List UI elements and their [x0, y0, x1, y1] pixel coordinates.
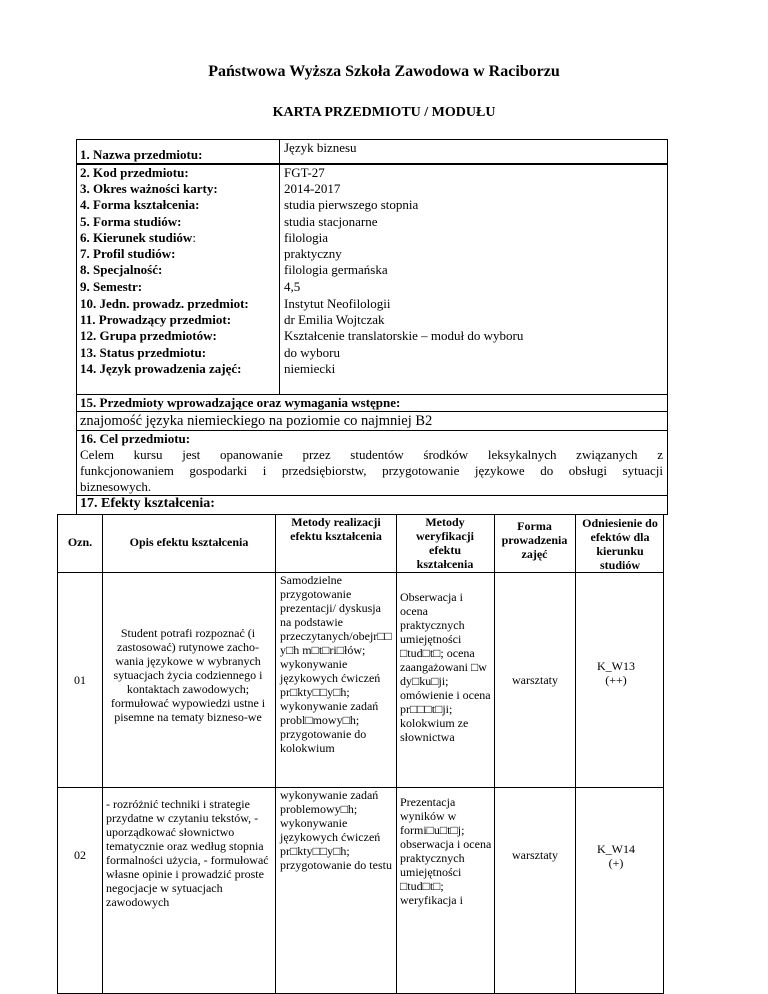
field-label-major: 6. Kierunek studiów: [80, 230, 196, 245]
outcome-verification: Prezentacja wyników w formi□u□t□j; obserwacja i ocena praktycznych umiejętności □tud□t□; weryfikacja i [400, 795, 492, 907]
col-header-description: Opis efektu kształcenia [129, 535, 249, 549]
field-value-name: Język biznesu [284, 140, 357, 155]
col-header-form: Forma prowadzenia zajęć [501, 519, 568, 561]
field-value-major: filologia [284, 230, 329, 245]
prerequisites-label: 15. Przedmioty wprowadzające oraz wymagania wstępne: [80, 395, 401, 410]
outcome-verification: Obserwacja i ocena praktycznych umiejętności □tud□t□; ocena zaangażowani □w dy□ku□ji; omówienie i ocena pr□□□t□ji; kolokwium ze słownictwa [400, 590, 491, 744]
col-header-id: Ozn. [67, 535, 93, 549]
field-value-status: do wyboru [284, 345, 340, 360]
goal-line-2: funkcjonowaniem gospodarki i przedsiębiorstw, przygotowanie językowe do obsługi sytuacji [80, 463, 663, 478]
field-value-validity: 2014-2017 [284, 181, 341, 196]
goal-line-1: Celem kursu jest opanowanie przez studentów środków leksykalnych związanych z [80, 447, 663, 462]
outcome-reference: K_W13 (++) [597, 659, 635, 687]
outcome-realization: wykonywanie zadań problemowy□h; wykonywanie językowych ćwiczeń pr□kty□□y□h; przygotowanie do testu [280, 788, 392, 872]
field-value-language: niemiecki [284, 361, 336, 376]
field-value-profile: praktyczny [284, 246, 342, 261]
outcome-id: 02 [74, 848, 86, 862]
outcome-description: Student potrafi rozpoznać (i zastosować) rutynowe zacho-wania językowe w wybranych sytuacjach życia codziennego i kontaktach zawodowych; formułować wypowiedzi ustne i pisemne na tematy bizneso-we [110, 626, 266, 724]
field-value-lecturer: dr Emilia Wojtczak [284, 312, 385, 327]
outcome-form: warsztaty [512, 848, 558, 862]
field-value-group: Kształcenie translatorskie – moduł do wyboru [284, 328, 524, 343]
outcome-id: 01 [74, 673, 86, 687]
field-label-semester: 9. Semestr: [80, 279, 143, 294]
col-header-reference: Odniesienie do efektów dla kierunku studiów [582, 516, 658, 572]
field-value-unit: Instytut Neofilologii [284, 296, 391, 311]
card-title: KARTA PRZEDMIOTU / MODUŁU [272, 105, 496, 120]
outcome-realization: Samodzielne przygotowanie prezentacji/ dyskusja na podstawie przeczytanych/obejr□□y□h m□t□ri□łów; wykonywanie językowych ćwiczeń pr□kty□□y□h; wykonywanie zadań probl□mowy□h; przygotowanie do kolokwium [280, 573, 392, 755]
field-label-education-form: 4. Forma kształcenia: [80, 197, 200, 212]
goal-line-3: biznesowych. [80, 479, 152, 494]
field-label-lecturer: 11. Prowadzący przedmiot: [80, 312, 232, 327]
outcome-reference: K_W14 (+) [597, 842, 635, 870]
field-value-specialty: filologia germańska [284, 262, 388, 277]
field-value-education-form: studia pierwszego stopnia [284, 197, 419, 212]
prerequisites-value: znajomość języka niemieckiego na poziomie co najmniej B2 [80, 413, 433, 429]
field-label-unit: 10. Jedn. prowadz. przedmiot: [80, 296, 249, 311]
col-header-verification: Metody weryfikacji efektu kształcenia [416, 515, 474, 571]
goal-label: 16. Cel przedmiotu: [80, 431, 191, 446]
field-value-semester: 4,5 [284, 279, 301, 294]
outcome-form: warsztaty [512, 673, 558, 687]
field-label-code: 2. Kod przedmiotu: [80, 165, 189, 180]
field-label-language: 14. Język prowadzenia zajęć: [80, 361, 242, 376]
col-header-realization: Metody realizacji efektu kształcenia [290, 515, 382, 543]
field-label-specialty: 8. Specjalność: [80, 262, 163, 277]
field-label-profile: 7. Profil studiów: [80, 246, 176, 261]
outcomes-label: 17. Efekty kształcenia: [80, 496, 215, 511]
outcome-description: - rozróżnić techniki i strategie przydatne w czytaniu tekstów, - uporządkować słownictwo tematycznie oraz według stopnia formalności użycia, - formułować własne opinie i prowadzić proste negocjacje w sytuacjach zawodowych [106, 797, 269, 909]
field-label-study-form: 5. Forma studiów: [80, 214, 182, 229]
field-label-status: 13. Status przedmiotu: [80, 345, 207, 360]
field-label-group: 12. Grupa przedmiotów: [80, 328, 217, 343]
field-value-study-form: studia stacjonarne [284, 214, 378, 229]
institution-title: Państwowa Wyższa Szkoła Zawodowa w Raciborzu [208, 63, 560, 80]
field-label-validity: 3. Okres ważności karty: [80, 181, 218, 196]
field-label-name: 1. Nazwa przedmiotu: [80, 147, 203, 162]
field-value-code: FGT-27 [284, 165, 325, 180]
